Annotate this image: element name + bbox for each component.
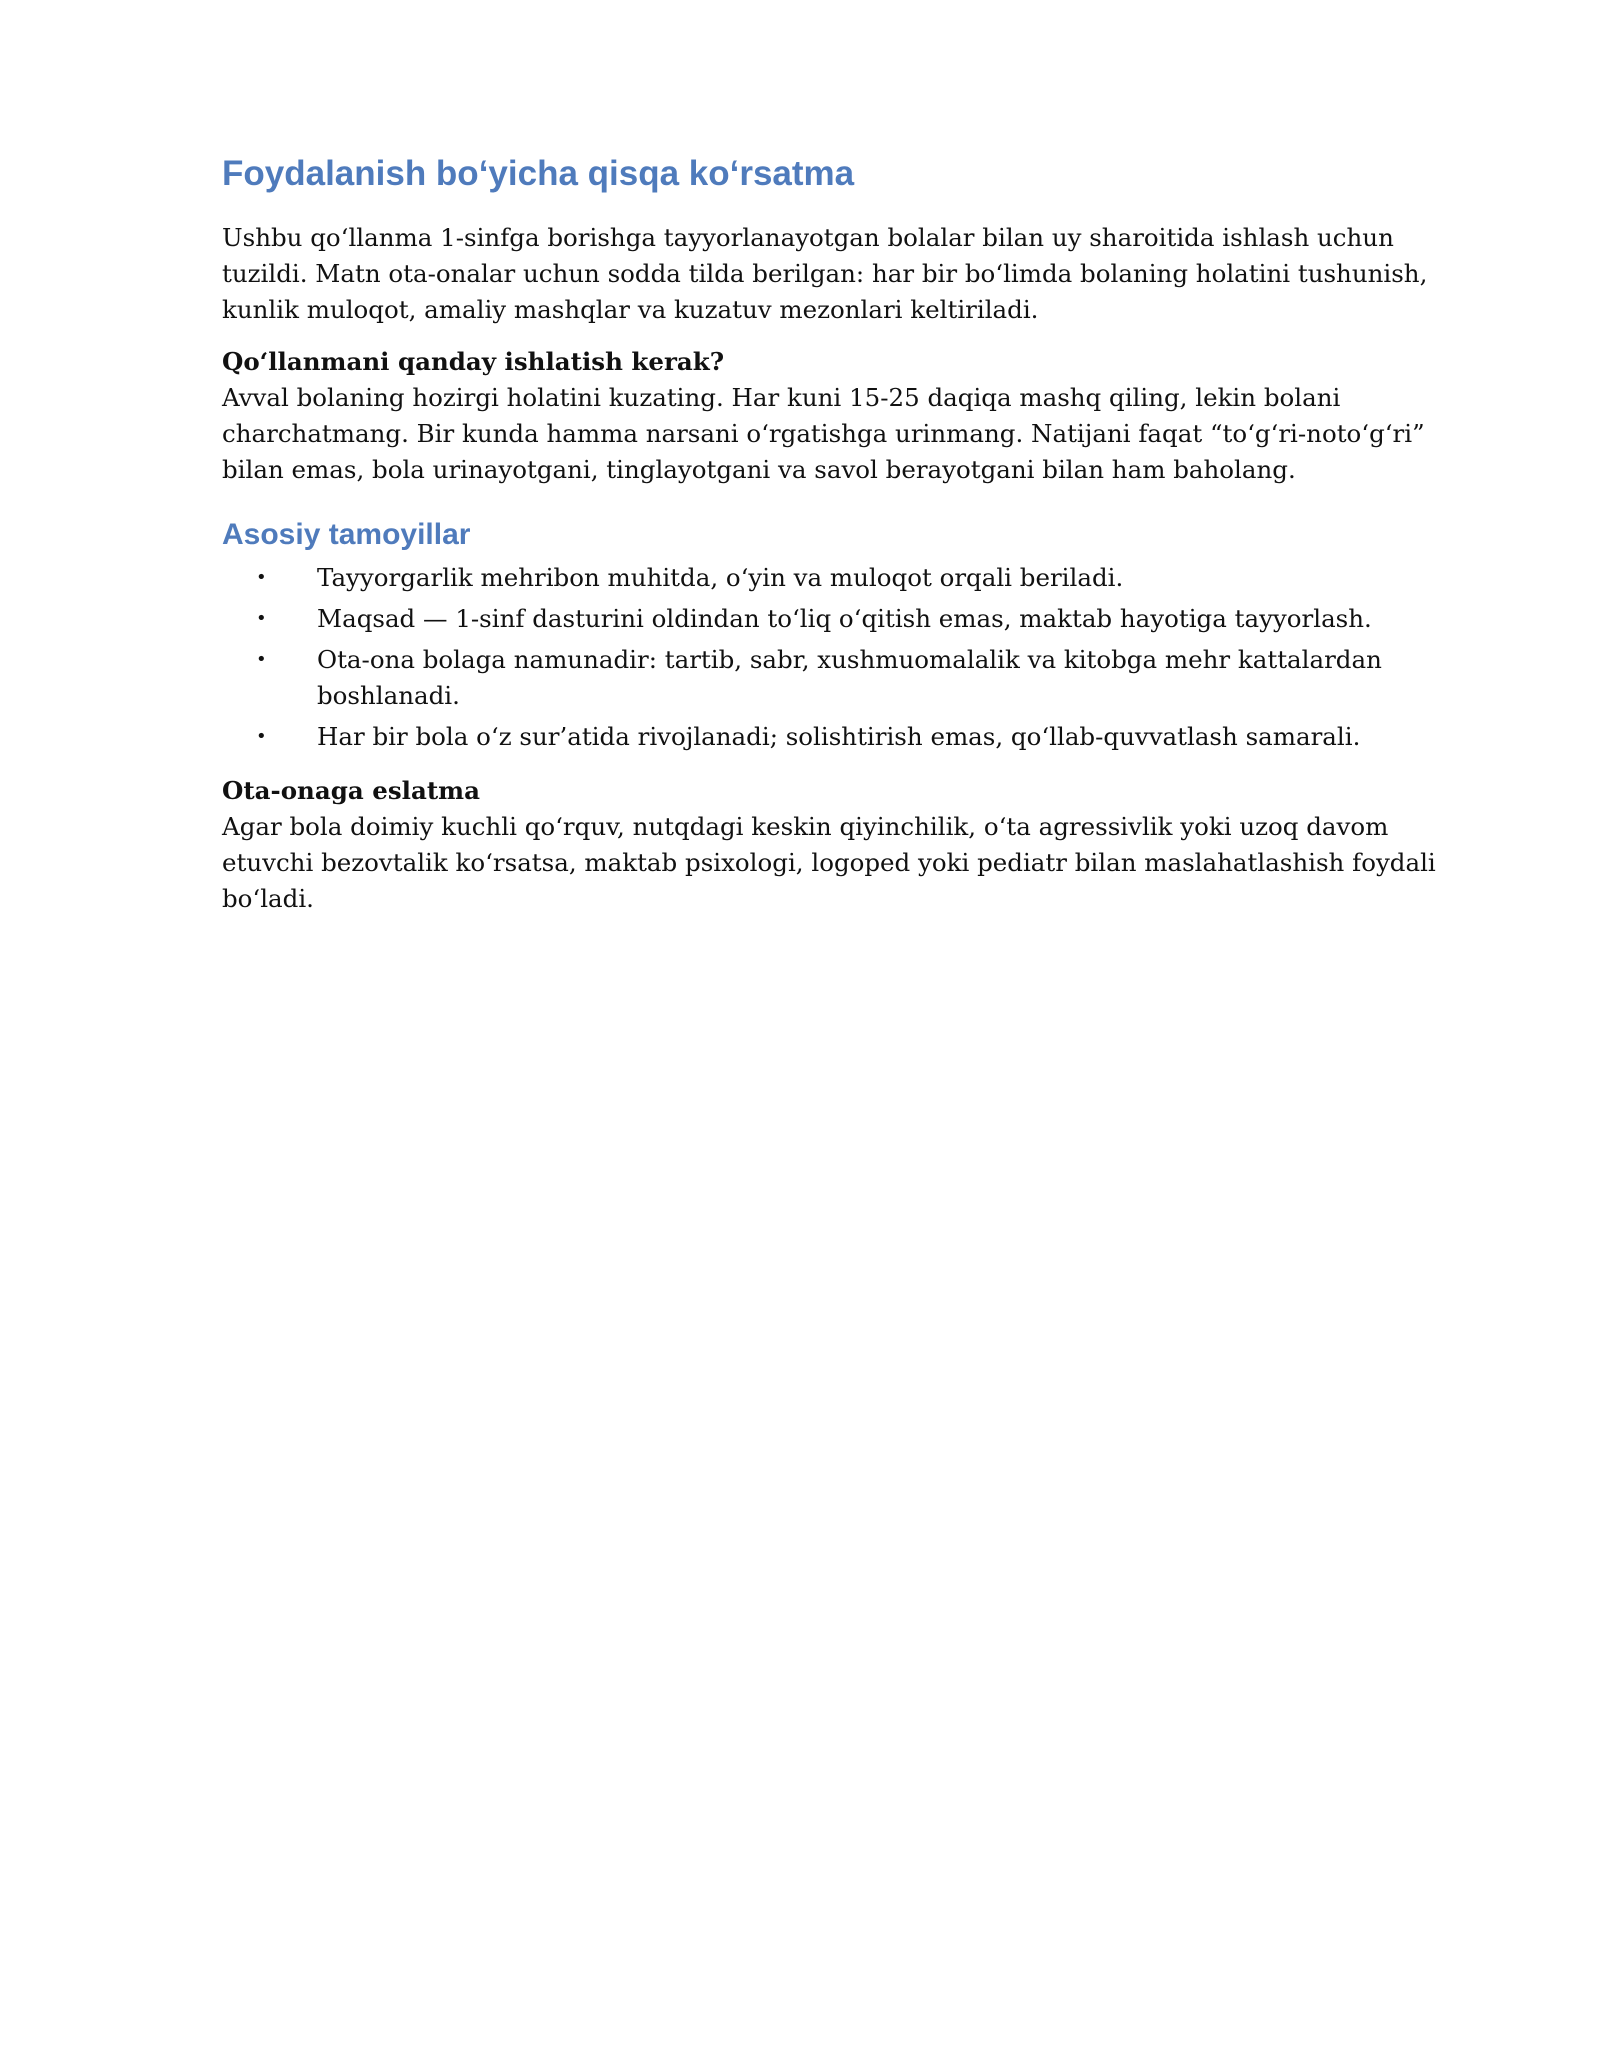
list-item-text: Maqsad — 1-sinf dasturini oldindan to‘liq o‘qitish emas, maktab hayotiga tayyorlash. xyxy=(317,604,1372,633)
list-item xyxy=(222,719,1482,755)
parent-note-block xyxy=(222,773,1482,917)
principles-heading: Asosiy tamoyillar xyxy=(222,518,471,551)
usage-paragraph: Avval bolaning hozirgi holatini kuzating. Har kuni 15-25 daqiqa mashq qiling, lekin bolani charchatmang. Bir kunda hamma narsani o‘rgatishga urinmang. Natijani faqat “to‘g‘ri-noto‘g‘ri” bilan emas, bola urinayotgani, tinglayotgani va savol berayotgani bilan ham baholang. xyxy=(222,383,1425,484)
bullet-icon: • xyxy=(256,608,267,629)
parent-note-heading: Ota-onaga eslatma xyxy=(222,776,480,805)
bullet-icon: • xyxy=(256,649,267,670)
list-item xyxy=(222,601,1482,637)
list-item xyxy=(222,560,1482,596)
document-page xyxy=(222,150,1482,917)
parent-note-paragraph: Agar bola doimiy kuchli qo‘rquv, nutqdagi keskin qiyinchilik, o‘ta agressivlik yoki uzoq davom etuvchi bezovtalik ko‘rsatsa, maktab psixologi, logoped yoki pediatr bilan maslahatlashish foydali bo‘ladi. xyxy=(222,812,1436,913)
list-item-text: Har bir bola o‘z sur’atida rivojlanadi; solishtirish emas, qo‘llab-quvvatlash samarali. xyxy=(317,722,1361,751)
intro-paragraph: Ushbu qo‘llanma 1-sinfga borishga tayyorlanayotgan bolalar bilan uy sharoitida ishlash uchun tuzildi. Matn ota-onalar uchun sodda tilda berilgan: har bir bo‘limda bolaning holatini tushunish, kunlik muloqot, amaliy mashqlar va kuzatuv mezonlari keltiriladi. xyxy=(222,223,1428,324)
bullet-icon: • xyxy=(256,567,267,588)
list-item-text: Ota-ona bolaga namunadir: tartib, sabr, xushmuomalalik va kitobga mehr kattalardan boshlanadi. xyxy=(317,645,1382,710)
principles-list xyxy=(222,560,1482,755)
list-item xyxy=(222,642,1482,714)
document-title: Foydalanish bo‘yicha qisqa ko‘rsatma xyxy=(222,154,855,193)
bullet-icon: • xyxy=(256,726,267,747)
list-item-text: Tayyorgarlik mehribon muhitda, o‘yin va muloqot orqali beriladi. xyxy=(317,563,1124,592)
usage-heading: Qo‘llanmani qanday ishlatish kerak? xyxy=(222,347,725,376)
